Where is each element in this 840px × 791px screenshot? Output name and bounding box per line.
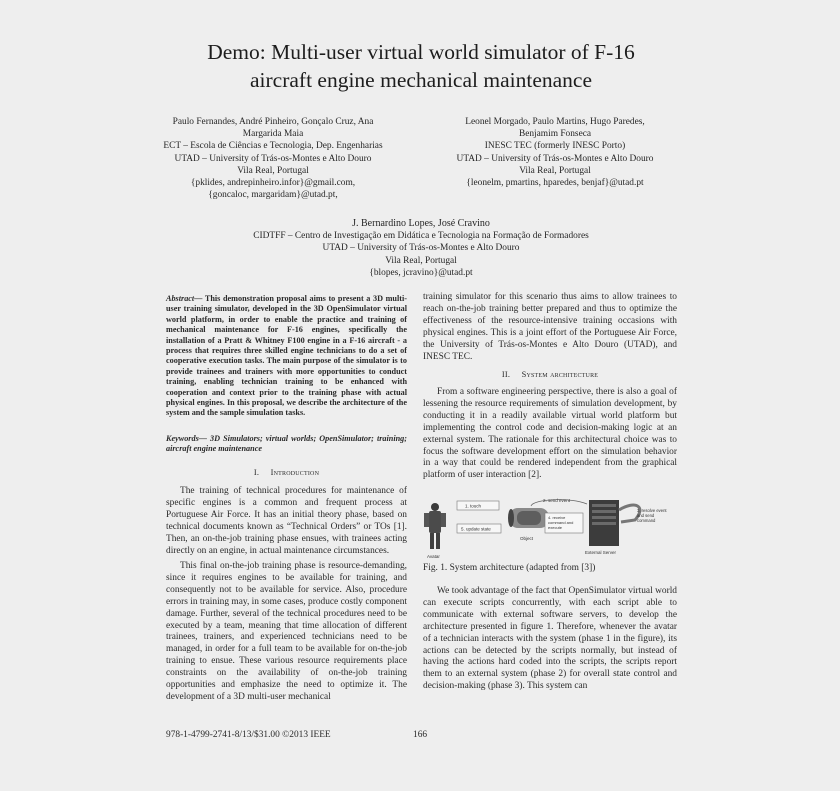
receive-label-line: command and — [548, 520, 574, 525]
avatar-figure — [424, 503, 446, 549]
receive-label-line: execute — [548, 525, 563, 530]
paper-title-line-1: Demo: Multi-user virtual world simulator of F-16 — [207, 40, 635, 64]
affiliation-line: UTAD – University of Trás-os-Montes e Alto Douro — [174, 153, 372, 164]
section-heading-architecture — [423, 370, 677, 379]
section-number: II. — [501, 370, 511, 379]
receive-label-line: 4. receive — [548, 515, 566, 520]
affiliation-line: UTAD – University of Trás-os-Montes e Alto Douro — [456, 153, 654, 164]
author-block-right — [429, 116, 681, 189]
affiliation-line: UTAD – University of Trás-os-Montes e Alto Douro — [322, 243, 520, 254]
right-paragraph-continued: training simulator for this scenario thus aims to allow trainees to reach on-the-job training better prepared and thus to optimize the effectiveness of the resource-intensive training occasions with physical engines. This is a joint effort of the Portuguese Air Force, the University of Trás-os-Montes e Alto Douro (UTAD), and INESC TEC. — [423, 292, 677, 362]
touch-label: 1. touch — [465, 503, 482, 509]
author-block-left — [155, 116, 391, 201]
email-line: {pklides, andrepinheiro.infor}@gmail.com, — [190, 178, 356, 189]
author-names: J. Bernardino Lopes, José Cravino — [352, 218, 490, 229]
abstract-text: This demonstration proposal aims to present a 3D multi-user training simulator, developed in the 3D OpenSimulator virtual world platform, in order to enable the practice and training of mechanical maintenance for F-16 engines, specifically the installation of a Pratt & Whitney F100 engine in a F-16 aircraft - a process that requires three skilled engine technicians to do a set of cooperative execution tasks. The main purpose of the simulator is to provide trainees and trainers with more opportunities to conduct training, enabling technician training to be enhanced with cooperation and context prior to the training phase with actual physical engines. In this proposal, we describe the architecture of the system and the sample simulation tasks. — [166, 294, 407, 418]
keywords-label: Keywords— — [166, 434, 207, 443]
intro-paragraph-1: The training of technical procedures for maintenance of specific engines is a common and frequent process at Portuguese Air Force. It has an initial theory phase, based on technical documents known as “Technical Orders” or TOs [1]. Then, an on-the-job training phase ensues, with trainees acting directly on an engine, in actual maintenance circumstances. — [166, 486, 407, 556]
affiliation-line: INESC TEC (formerly INESC Porto) — [484, 141, 626, 152]
section-number: I. — [253, 468, 260, 477]
abstract — [166, 294, 407, 419]
affiliation-line: Vila Real, Portugal — [385, 255, 457, 266]
paper-title-line-2: aircraft engine mechanical maintenance — [249, 68, 592, 92]
affiliation-line: ECT – Escola de Ciências e Tecnologia, Dep. Engenharias — [163, 141, 383, 152]
paper-page — [153, 22, 689, 770]
author-names: Benjamim Fonseca — [518, 129, 592, 140]
affiliation-line: CIDTFF – Centro de Investigação em Didática e Tecnologia na Formação de Formadores — [253, 231, 589, 242]
architecture-paragraph-2: We took advantage of the fact that OpenSimulator virtual world can execute scripts concurrently, with each script able to communicate with external software servers, to develop the architecture presented in figure 1. Therefore, whenever the avatar of a technician interacts with the system (phase 1 in the figure), its actions can be detected by the scripts normally, but instead of having the actions hard coded into the scripts, the scripts report them to an external system (phase 2) for overall state control and decision-making (phase 3). This system can — [423, 586, 677, 692]
section-title: System architecture — [521, 370, 599, 379]
keywords — [166, 434, 407, 455]
avatar-label: Avatar — [427, 554, 440, 559]
engine-object-icon — [508, 508, 549, 528]
keywords-text: 3D Simulators; virtual worlds; OpenSimulator; training; aircraft engine maintenance — [166, 434, 407, 454]
external-server-icon — [589, 500, 619, 546]
affiliation-line: Vila Real, Portugal — [519, 165, 591, 176]
author-names: Leonel Morgado, Paulo Martins, Hugo Paredes, — [465, 117, 645, 127]
system-architecture-figure — [421, 496, 679, 560]
section-heading-introduction — [166, 468, 407, 477]
update-state-label: 5. update state — [461, 526, 491, 532]
abstract-label: Abstract— — [166, 294, 203, 303]
author-names: Paulo Fernandes, André Pinheiro, Gonçalo Cruz, Ana — [172, 117, 374, 127]
intro-paragraph-2: This final on-the-job training phase is resource-demanding, since it requires engines to be available for training, and consequently not to be available for service. Also, procedure errors in training may, in some cases, produce costly component damage. Further, several of the technical procedures need to be executed by a team, meaning that time allocation of different trainees, trainers, and experienced technicians need to be managed, in order for a full team to be available for on-the-job training to ensue. These various resource requirements place constraints on the availability of on-the-job training opportunities and emphasize the need to optimize it. The development of a 3D multi-user mechanical — [166, 561, 407, 702]
figure-caption: Fig. 1. System architecture (adapted from [3]) — [423, 563, 596, 573]
resolve-label-line: command — [637, 518, 656, 523]
object-label: Object — [520, 536, 534, 541]
author-block-center — [153, 218, 689, 279]
page-number: 166 — [413, 730, 428, 740]
email-line: {leonelm, pmartins, hparedes, benjaf}@utad.pt — [466, 178, 644, 189]
email-line: {goncaloc, margaridam}@utad.pt, — [208, 190, 338, 201]
resolve-label-line: 3. resolve event — [637, 508, 667, 513]
send-event-label: 2. send event — [543, 498, 571, 503]
affiliation-line: Vila Real, Portugal — [237, 165, 309, 176]
author-names: Margarida Maia — [242, 129, 304, 140]
external-server-label: External Server — [585, 550, 617, 555]
section-title: Introduction — [270, 468, 320, 477]
email-line: {blopes, jcravino}@utad.pt — [369, 267, 473, 278]
resolve-label-line: and send — [637, 513, 655, 518]
copyright-footer: 978-1-4799-2741-8/13/$31.00 ©2013 IEEE — [166, 730, 331, 740]
architecture-paragraph-1: From a software engineering perspective, there is also a goal of lessening the resource requirements of simulation development, by conducting it in a readily available virtual world platform but implementing the control code and decision-making logic at an external system. The rationale for this architectural choice was to focus the software development effort on the simulation behavior in a way that could be rendered independent from the graphical platform of user interaction [2]. — [423, 387, 677, 481]
